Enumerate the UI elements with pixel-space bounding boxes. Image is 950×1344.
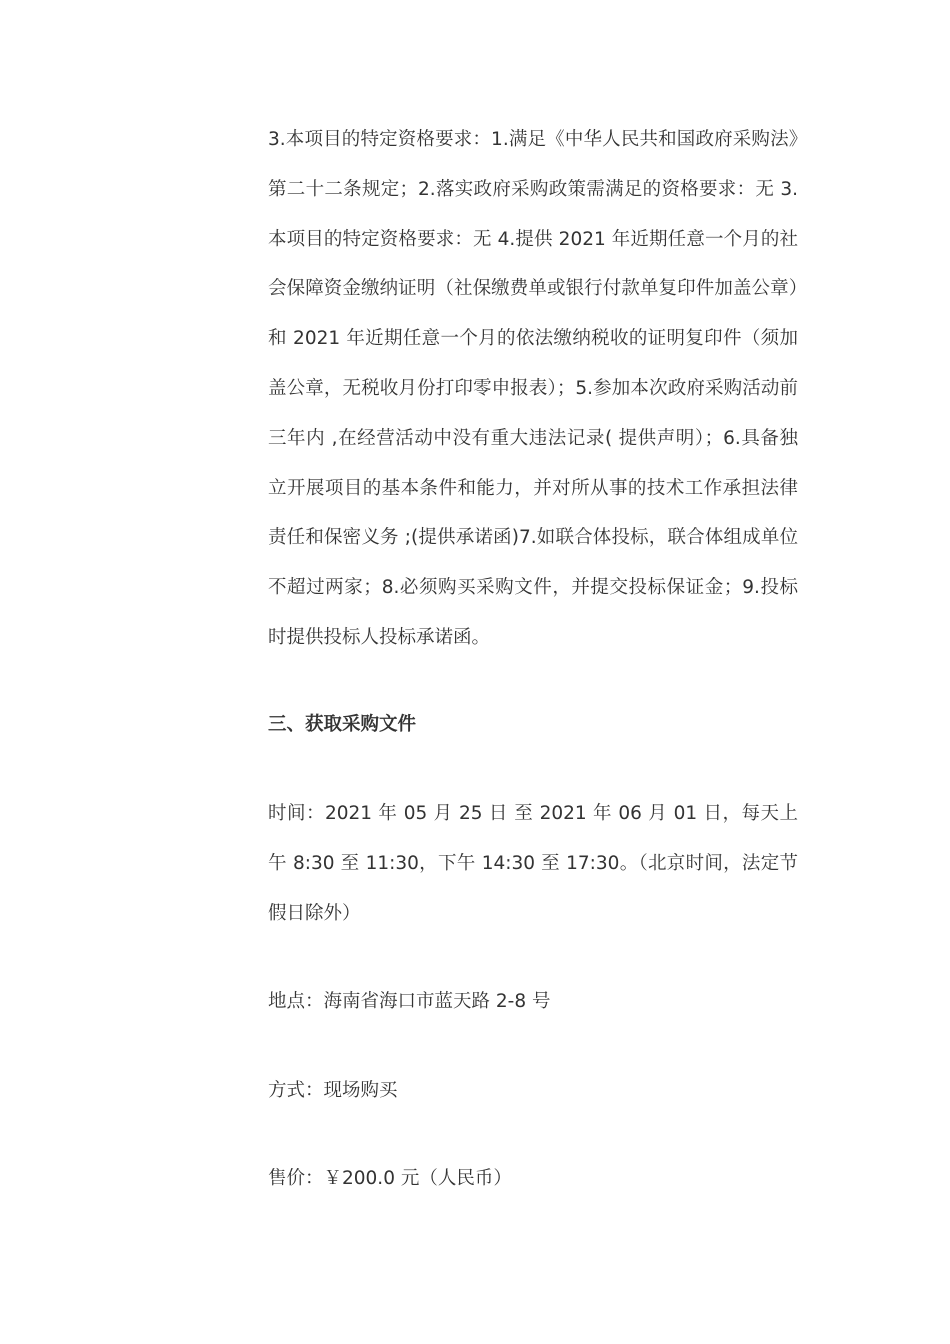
- purchase-time-paragraph: 时间：2021 年 05 月 25 日 至 2021 年 06 月 01 日，每天上午 8:30 至 11:30，下午 14:30 至 17:30。（北京时间，法定节假日除外）: [268, 803, 798, 924]
- document-price: 售价：￥200.0 元（人民币）: [268, 1168, 512, 1189]
- purchase-method: 方式：现场购买: [268, 1080, 398, 1101]
- qualification-requirements-paragraph: 3.本项目的特定资格要求：1.满足《中华人民共和国政府采购法》第二十二条规定；2.落实政府采购政策需满足的资格要求：无 3.本项目的特定资格要求：无 4.提供 2021 年近期任意一个月的社会保障资金缴纳证明（社保缴费单或银行付款单复印件加盖公章）和 2021 年近期任意一个月的依法缴纳税收的证明复印件（须加盖公章，无税收月份打印零申报表）；5.参加本次政府采购活动前三年内 ,在经营活动中没有重大违法记录( 提供声明）；6.具备独立开展项目的基本条件和能力，并对所从事的技术工作承担法律责任和保密义务 ;(提供承诺函)7.如联合体投标，联合体组成单位不超过两家；8.必须购买采购文件，并提交投标保证金；9.投标时提供投标人投标承诺函。: [268, 129, 798, 648]
- section-heading-obtain-documents: 三、获取采购文件: [268, 714, 417, 735]
- document-body: [268, 115, 798, 1189]
- purchase-location: 地点：海南省海口市蓝天路 2-8 号: [268, 991, 551, 1012]
